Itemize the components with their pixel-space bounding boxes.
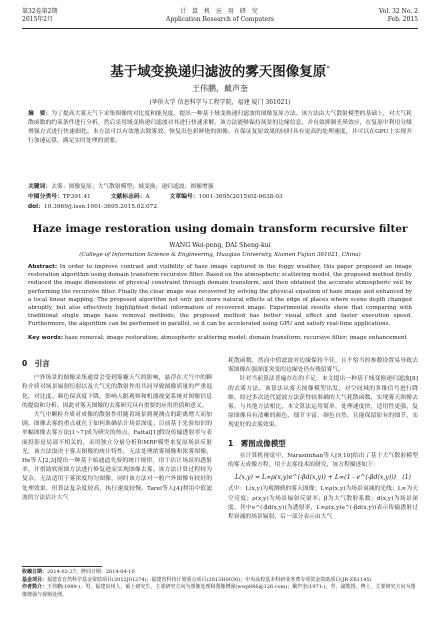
body-paragraph: 耗散函数，然而中值滤波对边缘保持不佳，且不恰当的参数设置易导致去雾图像在强深度突变的边缘处仍有残留雾气。: [228, 358, 418, 374]
header-volume: 第32卷第2期: [22, 8, 58, 15]
bio-text: 王伟鹏(1989-)，男，福建泉州人，硕士研究生，主要研究方向为图像处理和图像增强(wwp886@126.com)；戴声奎(1971-)，男，副教授，博士，主要研究方向为图像增强与视频处理。: [22, 584, 416, 598]
header-volume-en: Vol. 32 No. 2: [378, 8, 418, 15]
keywords-en: [28, 334, 412, 342]
article-no-value: 1001-3695(2015)02-0638-03: [198, 194, 283, 200]
keywords-label: 关键词：: [28, 184, 52, 190]
keywords-text: 去雾；图像复原；大气散射模型；域变换；递归滤波；图像增强: [51, 184, 214, 190]
body-paragraph: 大气中颗粒介质对成像的散射作用随着场景到观测点的距离增大而加剧，图像去雾的重点就在于如何准确估计场景深度。目前基于先验知识的单幅图像去雾方法[1~7]成为研究的热点。Fattal[1]假设传输透射率与表面投影是局部不相关的，采用独立分量分析和MRF模型来复原场景反射光，该方法取决于雾天图像的统计特性，无法处理浓雾图像和浓雾图像。He等人[2,3]提出一种基于暗通道先验的统计规律，用于估计场景的透射率，并借助软抠图方法进行修复进而实现图像去雾。该方法计算过程较为复杂，无法适用于雾浓度均匀图像，同时该方法对一般户外图像有较好的处理效果，但算法复杂度较高，执行速度较慢。Tarel等人[4]利用中值滤波的方法估计大气: [22, 412, 212, 501]
doi-value: 10.3969/j.issn.1001-3695.2015.02.072: [43, 204, 158, 210]
paper-title-en: Haze image restoration using domain transform recursive filter: [32, 223, 408, 235]
body-paragraph: 户外场景的图像采集通常会受到雾霾天气的影响，悬浮在大气中的颗粒介质对场景辐射衍射以及大气光的散射作用共同导致图像质量的严重退化，对比度、颜色保真度下降，影响人眼观察和机器视觉系统对图像信息的提取和分析。因此对雾天图像的去雾研究具有重要的应用价值和意义。: [22, 375, 212, 409]
abstract-en-label: Abstract:: [28, 264, 58, 270]
bio-label: 作者简介：: [22, 584, 48, 591]
abstract-label: 摘 要：: [28, 111, 52, 117]
equation-note: 式中：L(x,y)为观测到的雾天图像；L∞ρ(x,y)为场景衰减的光线；L∞为天空亮度；ρ(x,y)为场景辐射反射率；β为大气散射系数；d(x,y)为场景深度。其中e^(-βd(x,y))为透射率，L∞ρ(x,y)e^(-βd(x,y))表示传输透射过程衰减的场景辐射，后一部分表示由大气: [228, 486, 418, 521]
fund-label: 基金项目：: [22, 576, 48, 583]
doc-code-label: 文献标志码：: [110, 194, 146, 200]
doi-label: doi：: [28, 204, 44, 210]
header-journal-cn: 计 算 机 应 用 研 究: [180, 8, 260, 15]
header-journal-en: Application Research of Computers: [165, 16, 275, 23]
paper-title: [20, 60, 420, 80]
abstract-text: 为了提高大雾天气下采集图像的对比度和能见度，提出一种基于域变换递归滤波的图像复原方法。该方法由大气散射模型的基础上，对大气耗散函数的约束条件进行分析，然后采用域变换递归滤波对其进行快速求解。该方法能够保持场景的边缘信息，并有效抑制光晕效应，在复原中利用分级增强方式进行快速细化。本方法可以有效地去除雾效，恢复出色彩鲜艳的图像，在保证复原效果的同时具有更高的处理速度，并可以在GPU上实现并行加速运算，满足实时处理的需要。: [28, 111, 412, 145]
doc-code-value: A: [145, 194, 150, 200]
doi-row: [28, 203, 412, 212]
section-0-heading: 0 引言: [22, 359, 50, 368]
header-date: 2015年2月: [22, 16, 54, 23]
keywords-en-text: haze removal; image restoration; atmospheric scattering model; domain transform; recursive filter; image enhancement: [64, 335, 407, 341]
title-footnote-mark: *: [326, 64, 330, 73]
cls-label: 中图分类号：: [28, 194, 63, 200]
keywords-cn: [28, 183, 412, 192]
body-column-left: [22, 357, 212, 503]
authors-en: WANG Wei-peng, DAI Sheng-kui: [169, 242, 271, 249]
body-paragraph: 针对当前算法普遍存在的不足，本文提出一种基于域变换递归滤波[8]的去雾方法。该算法从雾天图像模型出发，对空间域的多维信号进行降维，经过多次迭代滤波方法获得较准确的大气耗散函数，实现雾天图像去雾。与其他方法相比，本文算法运用简单，处理速度快，适用性更强，复原图像具有清晰的颜色，细节丰富，颜色自然，且能保留原有的细节，实现更好的去雾效果。: [228, 376, 418, 429]
header-date-en: Feb. 2015: [387, 16, 418, 23]
keywords-en-label: Key words:: [28, 335, 63, 341]
header-journal: [22, 8, 418, 24]
section-1-heading: 1 雾图成像模型: [228, 438, 286, 448]
abstract-en-text: In order to improve contrast and visibility of haze image captured in the foggy weather, this paper proposed an image restoration algorithm using domain transform recursive filter. Based on the atmospheric scattering model, the proposed method firstly reduced the image dimensions of physical constraint through domain transform, and then obtained the accurate atmospheric veil by performing the recursive filter. Finally the clear image was recovered by solving the physical equation of haze image and enhanced by a local linear mapping. The proposed algorithm not only got more natural effects at the edge of places where scene depth changed abruptly, but also effectively highlighted detail information of recovered image. Experimental results show that comparing with traditional single image haze removal methods, the proposed method has better visual effect and faster execution speed. Furthermore, the algorithm can be performed in parallel, so it can be accelerated using GPU and satisfy real-time applications.: [28, 264, 412, 328]
authors: 王伟鹏，戴声奎: [192, 84, 248, 93]
equation-1: L(x,y) = L∞ρ(x,y)e^(-βd(x,y)) + L∞(1 - e^(-βd(x,y))) (1): [235, 474, 411, 482]
fund-text: 福建省自然科学基金资助项目(2012J01274)；福建省科技计划重点项目(2013H0030)；中央高校基本科研业务费专项资金资助项目(JB-ZR1145): [47, 576, 372, 583]
cls-value: TP391.41: [62, 194, 91, 200]
affiliation: (华侨大学 信息科学与工程学院，福建 厦门 361021): [149, 99, 291, 106]
abstract-en: [28, 263, 412, 329]
abstract-cn: [28, 110, 412, 146]
received-label: 收稿日期：: [22, 569, 48, 575]
body-paragraph: 在计算机视觉中，Narasimhan等人[9,10]给出了基于大气散射模型的雾天成像方程，用于去雾技术的研究，该方程描述如下：: [228, 452, 418, 469]
paper-title-text: 基于域变换递归滤波的雾天图像复原: [110, 64, 327, 80]
classification-row: [28, 193, 412, 202]
footnote: [22, 569, 418, 599]
header-issue-en: [379, 8, 418, 24]
body-column-right: [228, 357, 418, 522]
affiliation-en: (College of Information Science & Engineering, Huaqiao University, Xiamen Fujian 361021, China): [79, 252, 361, 258]
received-dates: 2014-02-27；修回日期：2014-04-10: [47, 569, 135, 575]
running-header: [22, 6, 418, 29]
footnote-rule: [22, 566, 102, 567]
article-no-label: 文章编号：: [169, 194, 199, 200]
